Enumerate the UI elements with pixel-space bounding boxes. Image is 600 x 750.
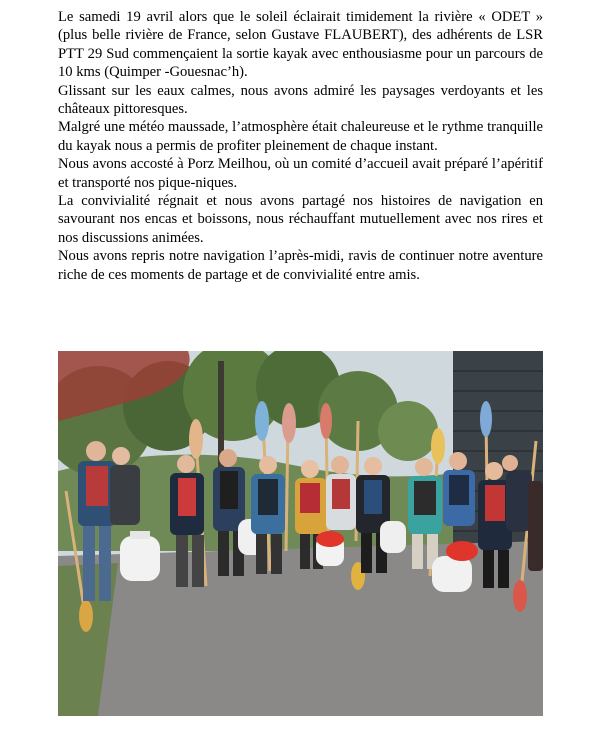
- paragraph-6: Nous avons repris notre navigation l’après-midi, ravis de continuer notre aventure riche de ces moments de partage et de convivialité entre amis.: [58, 248, 543, 283]
- paragraph-4: Nous avons accosté à Porz Meilhou, où un comité d’accueil avait préparé l’apéritif et transporté nos pique-niques.: [58, 156, 543, 191]
- paragraph-3: Malgré une météo maussade, l’atmosphère était chaleureuse et le rythme tranquille du kayak nous a permis de profiter pleinement de chaque instant.: [58, 119, 543, 154]
- article-text: [58, 8, 543, 284]
- paragraph-1: Le samedi 19 avril alors que le soleil éclairait timidement la rivière « ODET » (plus belle rivière de France, selon Gustave FLAUBERT), des adhérents de LSR PTT 29 Sud commençaient la sortie kayak avec enthousiasme pour un parcours de 10 kms (Quimper -Gouesnac’h).: [58, 9, 543, 81]
- group-kayak-photo: [58, 351, 543, 716]
- paragraph-2: Glissant sur les eaux calmes, nous avons admiré les paysages verdoyants et les châteaux pittoresques.: [58, 82, 543, 118]
- photo-illustration: [58, 351, 543, 716]
- paragraph-5: La convivialité régnait et nous avons partagé nos histoires de navigation en savourant nos encas et boissons, nous réchauffant mutuellement avec nos rires et nos discussions animées.: [58, 193, 543, 246]
